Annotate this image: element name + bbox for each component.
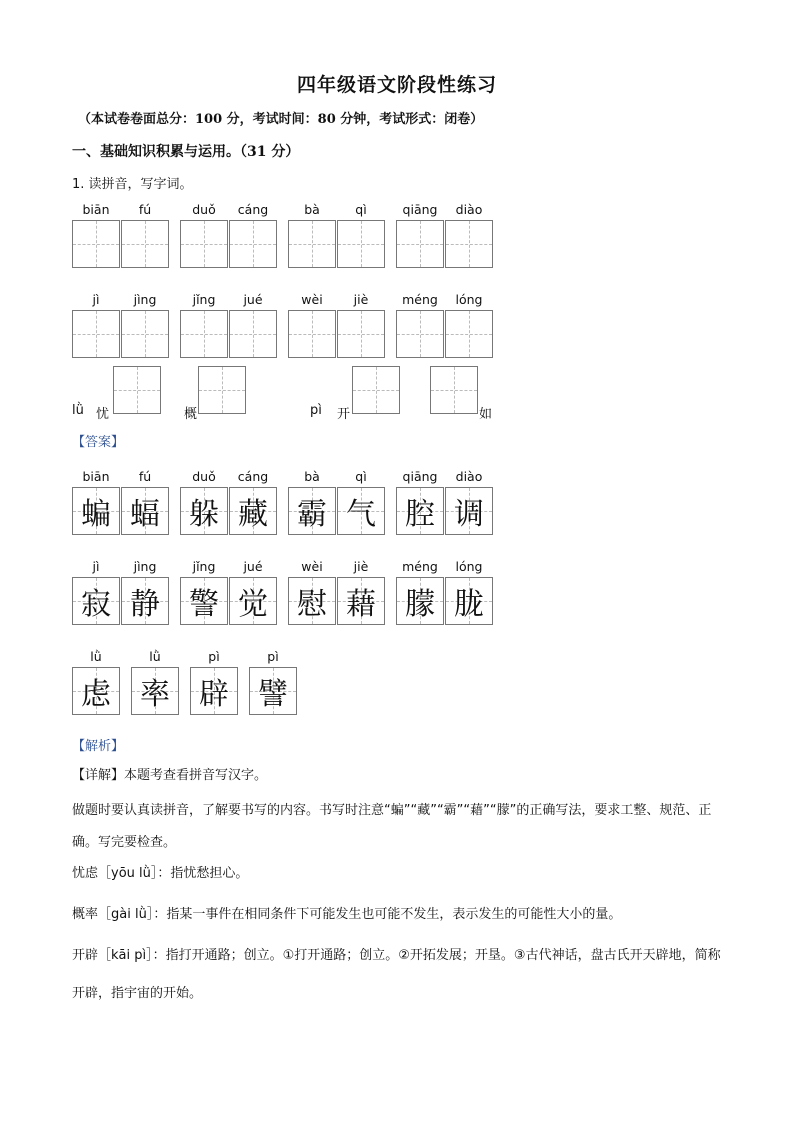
answer-char: 譬	[258, 677, 288, 712]
answer-box	[445, 577, 493, 625]
pinyin-label: jì	[92, 559, 100, 574]
answer-char: 胧	[454, 587, 484, 622]
answer-box	[180, 577, 228, 625]
pinyin-label: jiè	[353, 292, 369, 307]
answer-box	[396, 577, 444, 625]
blank-box[interactable]	[445, 220, 493, 268]
answer-char: 静	[130, 587, 160, 622]
blank-box[interactable]	[180, 220, 228, 268]
answer-char: 藏	[238, 497, 268, 532]
blank-box[interactable]	[396, 220, 444, 268]
blank-box[interactable]	[121, 310, 169, 358]
pinyin-label: lǜ	[149, 649, 161, 664]
pinyin-pi: pì	[310, 403, 322, 418]
pinyin-label: lóng	[455, 559, 483, 574]
answer-char: 气	[346, 497, 376, 532]
pinyin-label: wèi	[301, 292, 323, 307]
answer-box	[445, 487, 493, 535]
exam-info: （本试卷卷面总分：100 分，考试时间：80 分钟，考试形式：闭卷）	[78, 112, 484, 127]
answer-box	[288, 577, 336, 625]
answer-char: 腔	[405, 497, 435, 532]
answer-char: 寂	[81, 587, 111, 622]
pinyin-label: jìng	[133, 292, 157, 307]
blank-box[interactable]	[229, 310, 277, 358]
answer-char: 调	[454, 497, 484, 532]
pinyin-label: pì	[267, 649, 279, 664]
pinyin-label: méng	[402, 559, 438, 574]
char-gai: 概	[184, 407, 198, 422]
page-title: 四年级语文阶段性练习	[296, 74, 497, 96]
pinyin-label: qì	[355, 469, 367, 484]
answer-box	[72, 577, 120, 625]
question-1: 1. 读拼音，写字词。	[72, 177, 193, 192]
pinyin-label: pì	[208, 649, 220, 664]
answer-char: 慰	[297, 587, 327, 622]
pinyin-label: jué	[243, 292, 263, 307]
answer-box	[396, 487, 444, 535]
blank-box[interactable]	[113, 366, 161, 414]
answer-box	[121, 577, 169, 625]
answer-char: 躲	[189, 497, 219, 532]
definition-gailv: 概率［gài lǜ］：指某一事件在相同条件下可能发生也可能不发生，表示发生的可能性大小的量。	[72, 907, 622, 922]
pinyin-lv: lǜ	[72, 403, 84, 418]
answer-box	[180, 487, 228, 535]
char-kai: 开	[337, 407, 351, 422]
answer-box	[288, 487, 336, 535]
pinyin-label: bà	[304, 202, 320, 217]
answer-box	[337, 487, 385, 535]
definition-youlv: 忧虑［yōu lǜ］：指忧愁担心。	[72, 866, 249, 881]
answer-char: 率	[140, 677, 170, 712]
detail-line: 【详解】本题考查看拼音写汉字。	[72, 768, 268, 783]
blank-box[interactable]	[445, 310, 493, 358]
answer-tag: 【答案】	[72, 435, 125, 450]
explanation-para: 做题时要认真读拼音，了解要书写的内容。书写时注意“蝙”“藏”“霸”“藉”“朦”的正确写法，要求工整、规范、正确。写完要检查。	[72, 803, 712, 850]
char-ru: 如	[479, 407, 493, 422]
answer-char: 蝠	[130, 497, 160, 532]
pinyin-label: biān	[82, 202, 110, 217]
analysis-tag: 【解析】	[72, 739, 125, 754]
pinyin-label: qì	[355, 202, 367, 217]
answer-char: 警	[189, 587, 219, 622]
pinyin-label: jǐng	[192, 292, 216, 307]
pinyin-label: diào	[455, 202, 483, 217]
pinyin-label: duǒ	[192, 469, 216, 484]
definition-kaipi: 开辟［kāi pì］：指打开通路；创立。①打开通路；创立。②开拓发展；开垦。③古代神话，盘古氏开天辟地，简称开辟，指宇宙的开始。	[72, 948, 721, 1001]
pinyin-label: cáng	[237, 202, 269, 217]
blank-box[interactable]	[288, 310, 336, 358]
answer-char: 觉	[238, 587, 268, 622]
pinyin-label: wèi	[301, 559, 323, 574]
section-heading: 一、基础知识积累与运用。（31 分）	[72, 144, 300, 160]
answer-box	[229, 487, 277, 535]
answer-box	[121, 487, 169, 535]
blank-box[interactable]	[72, 220, 120, 268]
blank-box[interactable]	[288, 220, 336, 268]
pinyin-label: fú	[138, 469, 152, 484]
pinyin-label: qiāng	[402, 469, 438, 484]
answer-char: 蝙	[81, 497, 111, 532]
pinyin-label: lǜ	[90, 649, 102, 664]
pinyin-label: lóng	[455, 292, 483, 307]
pinyin-label: fú	[138, 202, 152, 217]
blank-box[interactable]	[337, 310, 385, 358]
pinyin-label: jǐng	[192, 559, 216, 574]
answer-char: 虑	[81, 677, 111, 712]
blank-box[interactable]	[180, 310, 228, 358]
answer-box	[249, 667, 297, 715]
pinyin-label: méng	[402, 292, 438, 307]
pinyin-label: cáng	[237, 469, 269, 484]
pinyin-label: jìng	[133, 559, 157, 574]
blank-box[interactable]	[396, 310, 444, 358]
char-you: 忧	[96, 407, 110, 422]
pinyin-label: biān	[82, 469, 110, 484]
blank-box[interactable]	[352, 366, 400, 414]
pinyin-label: jué	[243, 559, 263, 574]
pinyin-label: jì	[92, 292, 100, 307]
blank-box[interactable]	[229, 220, 277, 268]
pinyin-label: duǒ	[192, 202, 216, 217]
blank-box[interactable]	[121, 220, 169, 268]
answer-box	[131, 667, 179, 715]
blank-box[interactable]	[430, 366, 478, 414]
blank-box[interactable]	[198, 366, 246, 414]
answer-char: 辟	[199, 677, 229, 712]
answer-char: 霸	[297, 497, 327, 532]
pinyin-label: bà	[304, 469, 320, 484]
answer-box	[72, 487, 120, 535]
pinyin-label: diào	[455, 469, 483, 484]
answer-box	[337, 577, 385, 625]
blank-box[interactable]	[337, 220, 385, 268]
answer-char: 朦	[405, 587, 435, 622]
answer-char: 藉	[346, 587, 376, 622]
blank-box[interactable]	[72, 310, 120, 358]
pinyin-label: jiè	[353, 559, 369, 574]
answer-box	[190, 667, 238, 715]
answer-box	[72, 667, 120, 715]
pinyin-label: qiāng	[402, 202, 438, 217]
answer-box	[229, 577, 277, 625]
